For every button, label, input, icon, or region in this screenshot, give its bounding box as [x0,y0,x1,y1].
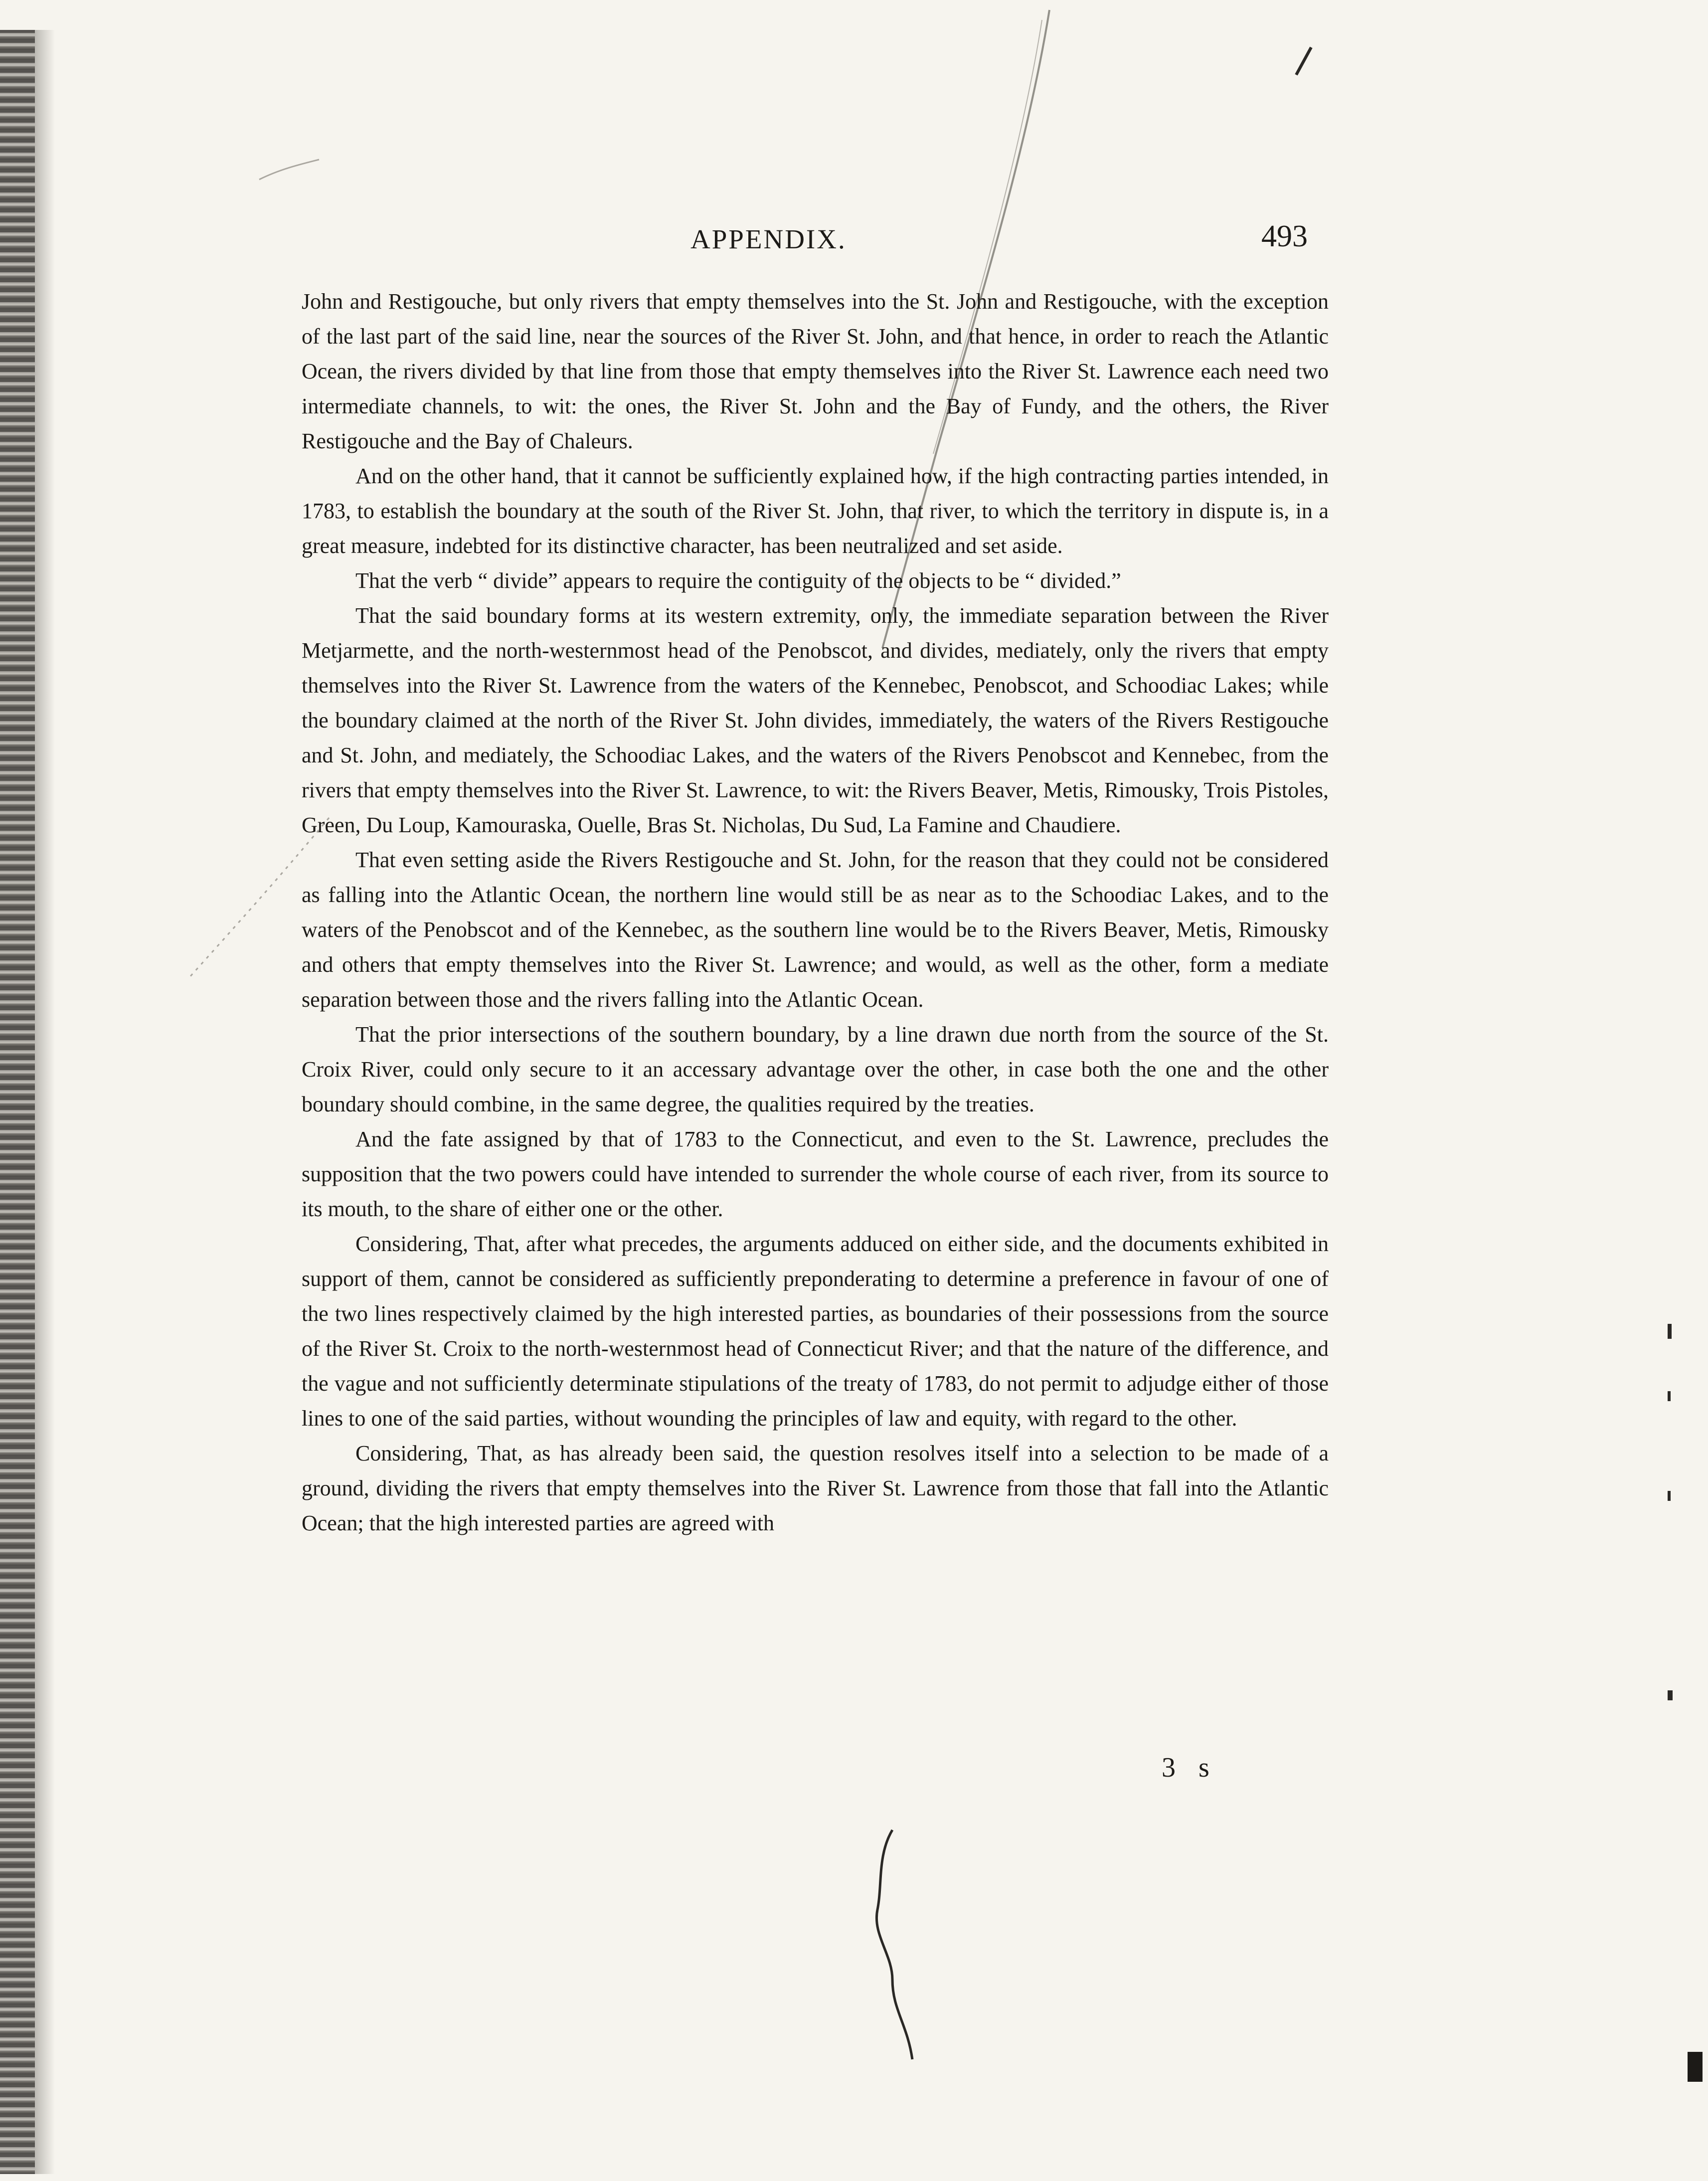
body-text [302,284,1329,1541]
paragraph: That even setting aside the Rivers Restigouche and St. John, for the reason that they could not be considered as falling into the Atlantic Ocean, the northern line would still be as near as to the Schoodiac Lakes, and to the waters of the Penobscot and of the Kennebec, as the southern line would be to the Rivers Beaver, Metis, Rimousky and others that empty themselves into the River St. Lawrence; and would, as well as the other, form a mediate separation between those and the rivers falling into the Atlantic Ocean. [302,848,1329,1012]
paragraph: Considering, That, as has already been said, the question resolves itself into a selection to be made of a ground, dividing the rivers that empty themselves into the River St. Lawrence from those that fall into the Atlantic Ocean; that the high interested parties are agreed with [302,1441,1329,1535]
page-number: 493 [1261,219,1308,253]
paragraph: John and Restigouche, but only rivers that empty themselves into the St. John and Restigouche, with the exception of the last part of the said line, near the sources of the River St. John, and that hence, in order to reach the Atlantic Ocean, the rivers divided by that line from those that empty themselves into the River St. Lawrence each need two intermediate channels, to wit: the ones, the River St. John and the Bay of Fundy, and the others, the River Restigouche and the Bay of Chaleurs. [302,289,1329,453]
margin-squiggle [259,160,319,180]
paragraph: That the said boundary forms at its western extremity, only, the immediate separation between the River Metjarmette, and the north-westernmost head of the Penobscot, and divides, mediately, only the rivers that empty themselves into the River St. Lawrence from the waters of the Kennebec, Penobscot, and Schoodiac Lakes; while the boundary claimed at the north of the River St. John divides, immediately, the waters of the Rivers Restigouche and St. John, and mediately, the Schoodiac Lakes, and the waters of the Rivers Penobscot and Kennebec, from the rivers that empty themselves into the River St. Lawrence, to wit: the Rivers Beaver, Metis, Rimousky, Trois Pistoles, Green, Du Loup, Kamouraska, Ouelle, Bras St. Nicholas, Du Sud, La Famine and Chaudiere. [302,603,1329,837]
bottom-ink-squiggle [876,1830,912,2059]
binding-shadow [35,30,55,2174]
paragraph: That the prior intersections of the southern boundary, by a line drawn due north from the source of the St. Croix River, could only secure to it an accessary advantage over the other, in case both the one and the other boundary should combine, in the same degree, the qualities required by the treaties. [302,1022,1329,1116]
right-margin-speck-2 [1668,1391,1671,1401]
paragraph: That the verb “ divide” appears to require the contiguity of the objects to be “ divided.” [355,568,1121,593]
right-margin-speck [1668,1324,1672,1339]
page-header [0,219,1708,259]
paragraph: And the fate assigned by that of 1783 to the Connecticut, and even to the St. Lawrence, precludes the supposition that the two powers could have intended to surrender the whole course of each river, from its source to its mouth, to the share of either one or the other. [302,1127,1329,1221]
corner-slash [1296,47,1311,75]
bottom-right-block [1688,2052,1703,2082]
paragraph: And on the other hand, that it cannot be sufficiently explained how, if the high contracting parties intended, in 1783, to establish the boundary at the south of the River St. John, that river, to which the territory in dispute is, in a great measure, indebted for its distinctive character, has been neutralized and set aside. [302,464,1329,558]
paragraph: Considering, That, after what precedes, the arguments adduced on either side, and the documents exhibited in support of them, cannot be considered as sufficiently preponderating to determine a preference in favour of one of the two lines respectively claimed by the high interested parties, as boundaries of their possessions from the source of the River St. Croix to the north-westernmost head of Connecticut River; and that the nature of the difference, and the vague and not sufficiently determinate stipulations of the treaty of 1783, do not permit to adjudge either of those lines to one of the said parties, without wounding the principles of law and equity, with regard to the other. [302,1232,1329,1431]
right-margin-speck-4 [1668,1690,1673,1700]
signature-mark: 3 s [1162,1752,1217,1783]
running-head: APPENDIX. [690,224,847,254]
right-margin-speck-3 [1668,1491,1671,1501]
binding-edge [0,30,35,2174]
